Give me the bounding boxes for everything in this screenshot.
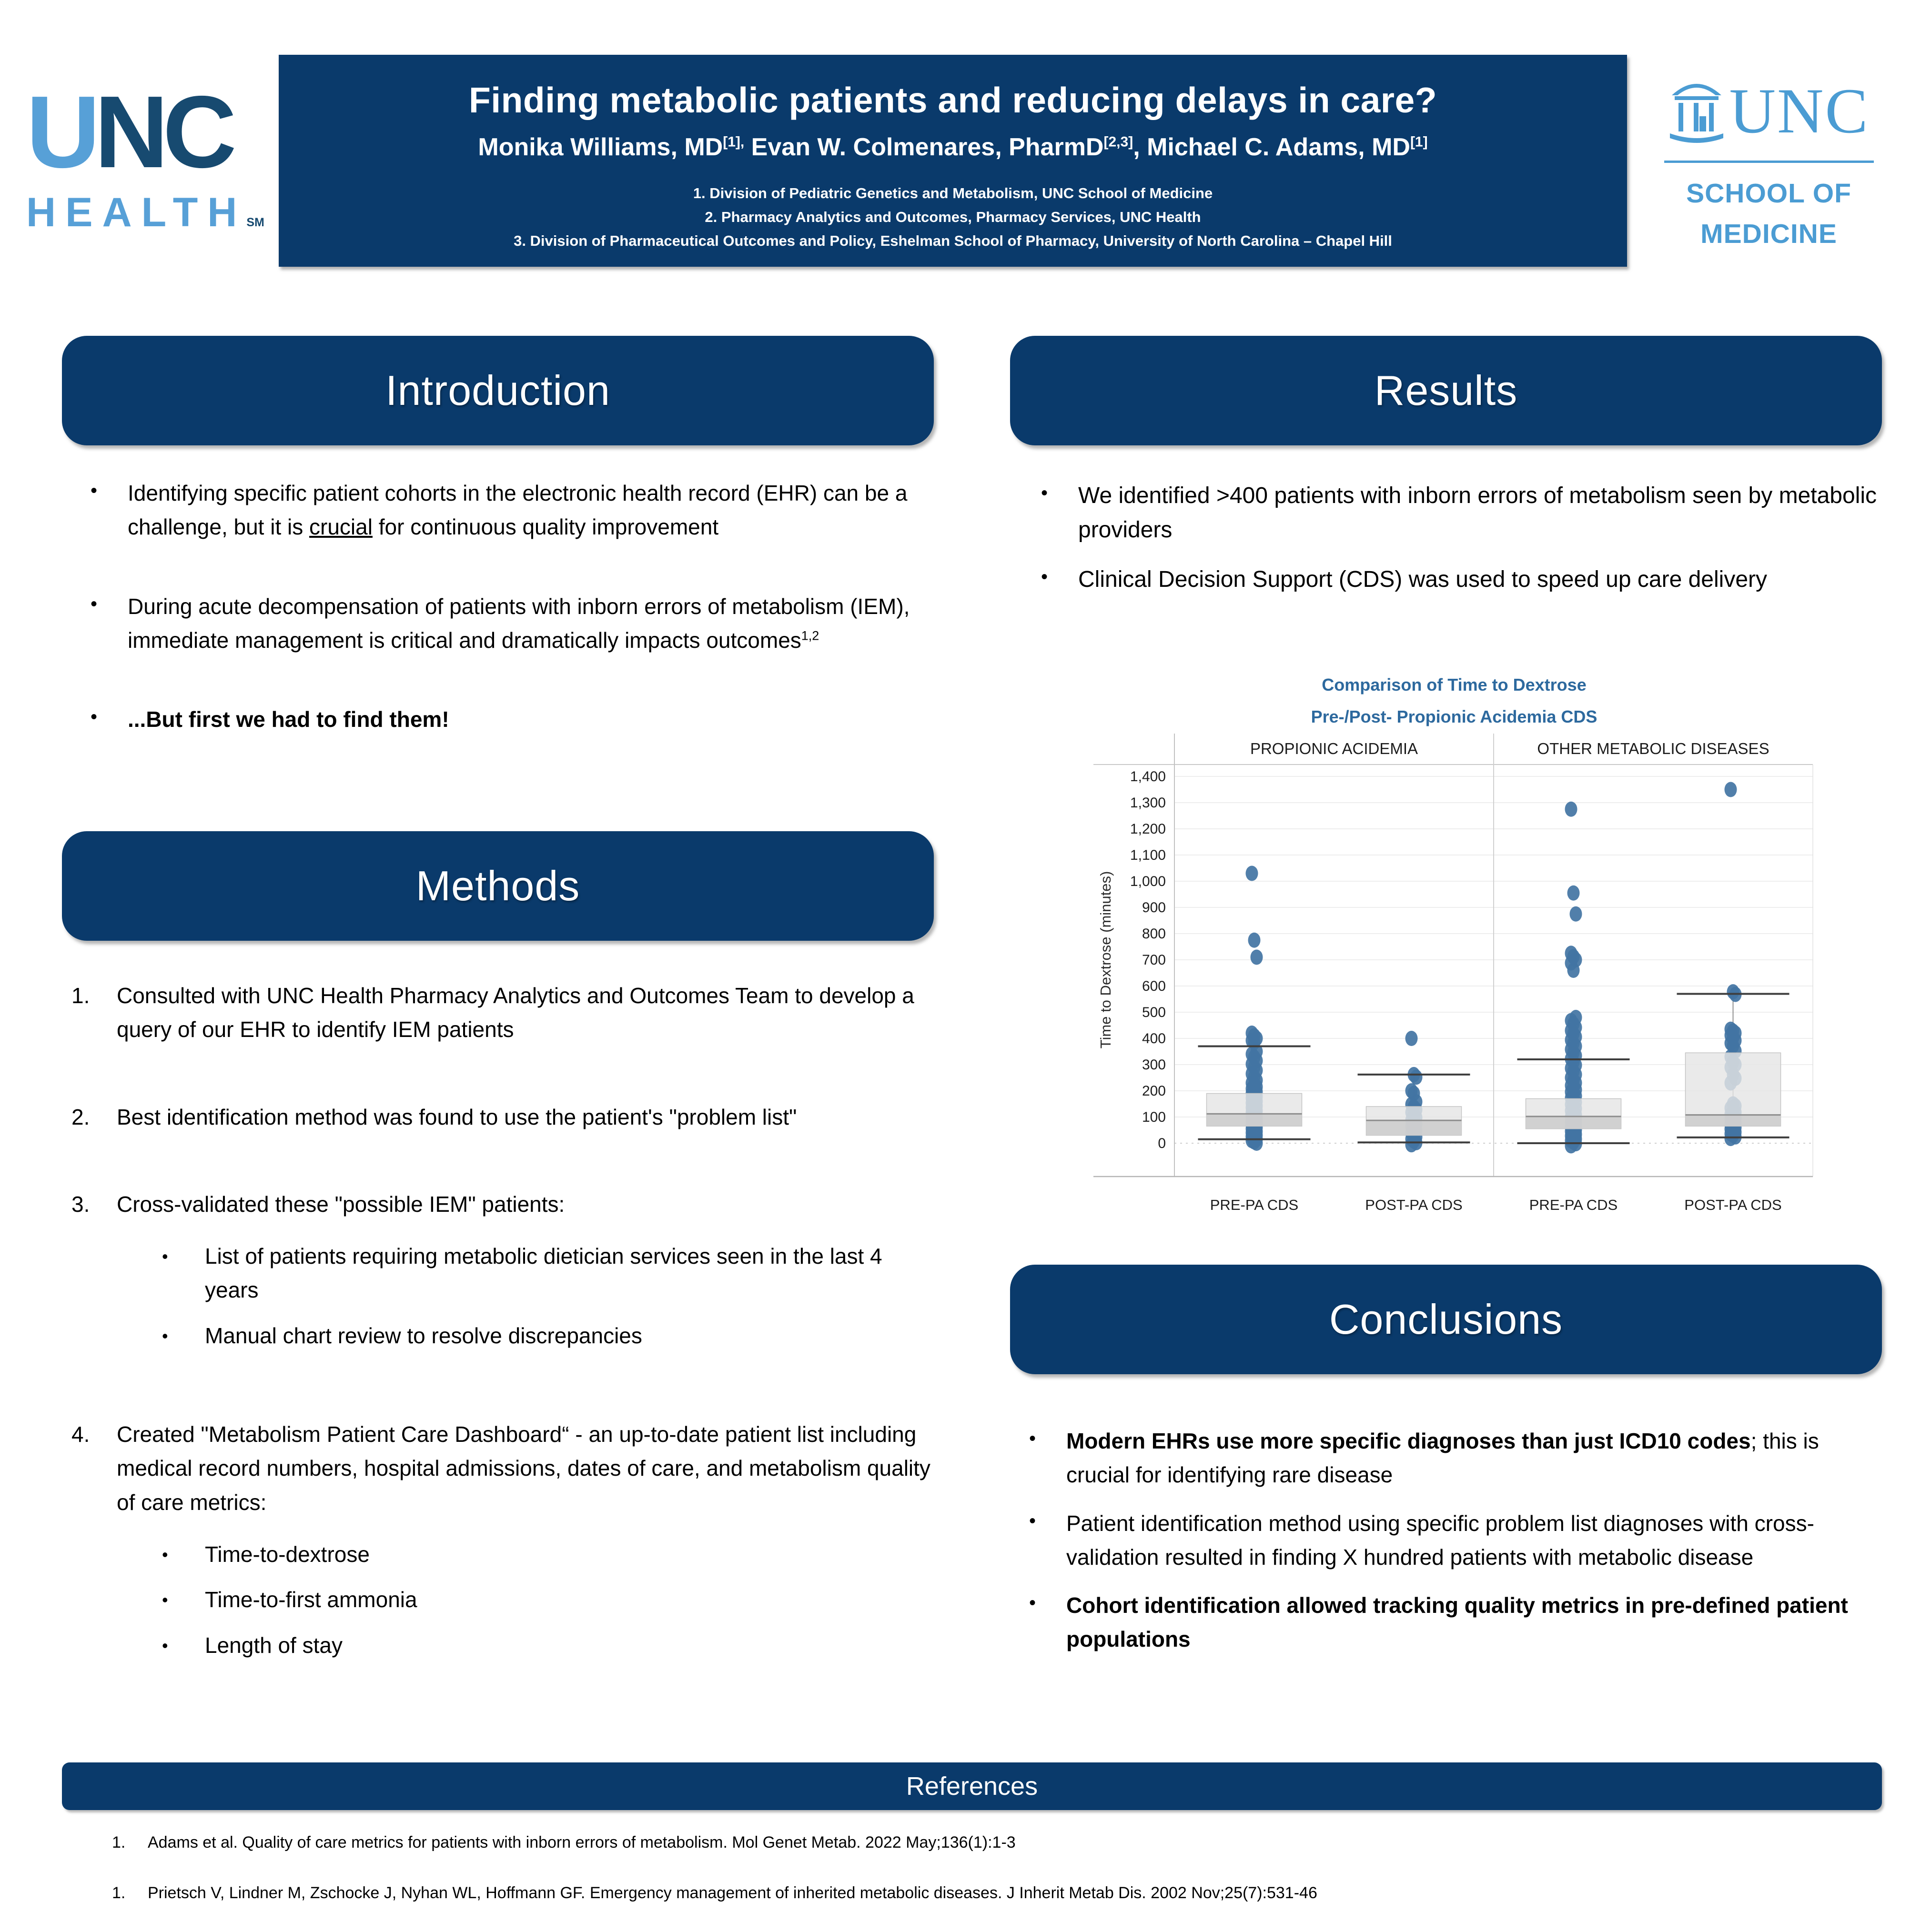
health-word: HEALTH xyxy=(26,190,247,236)
section-header-references: References xyxy=(62,1762,1882,1810)
methods-sub-item xyxy=(162,1239,934,1308)
data-point xyxy=(1725,1131,1737,1146)
som-unc-acronym: UNC xyxy=(1729,75,1870,147)
bullet-icon: • xyxy=(162,1326,168,1346)
y-tick-label: 1,200 xyxy=(1130,821,1166,837)
data-point xyxy=(1565,802,1577,817)
reference-number: 1. xyxy=(112,1883,126,1902)
bullet-text: Clinical Decision Support (CDS) was used to speed up care delivery xyxy=(1078,567,1767,592)
unc-school-of-medicine-logo xyxy=(1639,60,1899,269)
som-divider xyxy=(1664,161,1874,163)
bullet-icon: • xyxy=(1041,483,1048,503)
bullet-icon: • xyxy=(162,1247,168,1267)
logo-letter-n: N xyxy=(94,74,163,189)
methods-list xyxy=(71,979,934,1727)
methods-sub-list xyxy=(162,1538,934,1662)
methods-item xyxy=(71,1418,934,1674)
data-point xyxy=(1248,933,1261,948)
logo-letter-u: U xyxy=(26,74,95,189)
bullet-text: Patient identification method using specific problem list diagnoses with cross-validation resulted in finding X hundred patients with metabolic disease xyxy=(1066,1510,1814,1570)
reference-text: Adams et al. Quality of care metrics for patients with inborn errors of metabolism. Mol Genet Metab. 2022 May;136(1):1-3 xyxy=(148,1833,1016,1852)
references-list xyxy=(112,1831,1875,1932)
reference-text: Prietsch V, Lindner M, Zschocke J, Nyhan WL, Hoffmann GF. Emergency management of inherited metabolic diseases. J Inherit Metab Dis. 2002 Nov;25(7):531-46 xyxy=(148,1883,1317,1902)
y-tick-label: 1,400 xyxy=(1130,769,1166,785)
logo-letter-c: C xyxy=(162,74,231,189)
methods-item-body: Cross-validated these "possible IEM" patients: xyxy=(117,1191,565,1217)
section-header-methods: Methods xyxy=(62,831,934,941)
list-item xyxy=(1041,563,1884,597)
y-tick-label: 400 xyxy=(1142,1031,1166,1046)
bullet-text: Identifying specific patient cohorts in the electronic health record (EHR) can be a challenge, but it is crucial for continuous quality improvement xyxy=(128,481,908,540)
y-tick-label: 900 xyxy=(1142,900,1166,916)
conclusions-list xyxy=(1029,1424,1887,1671)
y-tick-label: 300 xyxy=(1142,1057,1166,1073)
methods-item-body: Created "Metabolism Patient Care Dashboard“ - an up-to-date patient list including medical record numbers, hospital admissions, dates of care, and metabolism quality of care metrics: xyxy=(117,1422,930,1515)
old-well-icon xyxy=(1668,74,1725,148)
bullet-icon: • xyxy=(1029,1510,1036,1531)
bullet-icon: • xyxy=(91,593,98,614)
poster-authors: Monika Williams, $MD^{[1],}$ Evan W. Colmenares, PharmD[2,3], Michael C. Adams, MD[1] xyxy=(478,133,1428,161)
y-tick-label: 500 xyxy=(1142,1005,1166,1020)
methods-item-text xyxy=(117,1187,934,1364)
reference-item xyxy=(112,1831,1875,1854)
data-point xyxy=(1570,906,1582,922)
bullet-icon: • xyxy=(1029,1428,1036,1449)
data-point xyxy=(1565,1138,1577,1154)
time-to-dextrose-chart xyxy=(1093,664,1815,1253)
y-tick-label: 600 xyxy=(1142,978,1166,994)
affiliations xyxy=(279,181,1627,253)
bullet-icon: • xyxy=(162,1635,168,1655)
chart-subtitle: Pre-/Post- Propionic Acidemia CDS xyxy=(1311,707,1597,726)
methods-item xyxy=(71,1187,934,1364)
bullet-icon: • xyxy=(91,480,98,501)
y-tick-label: 200 xyxy=(1142,1083,1166,1099)
methods-sub-item xyxy=(162,1319,934,1353)
methods-item-number: 2. xyxy=(71,1104,90,1129)
methods-item xyxy=(71,979,934,1047)
data-point xyxy=(1405,1137,1418,1152)
som-medicine: MEDICINE xyxy=(1700,219,1837,249)
data-point xyxy=(1725,782,1737,797)
bullet-text: During acute decompensation of patients with inborn errors of metabolism (IEM), immediate management is critical and dramatically impacts outcomes$^{1,2}$ xyxy=(128,594,910,653)
methods-sub-text: Time-to-first ammonia xyxy=(205,1587,417,1612)
bullet-icon: • xyxy=(162,1590,168,1610)
bullet-text: Cohort identification allowed tracking quality metrics in pre-defined patient populations xyxy=(1066,1593,1848,1652)
results-list xyxy=(1041,479,1884,612)
list-item xyxy=(91,590,934,658)
section-header-results: Results xyxy=(1010,336,1882,445)
bullet-text: ...But first we had to find them! xyxy=(128,707,449,732)
bullet-icon: • xyxy=(162,1544,168,1564)
unc-health-logo xyxy=(26,74,269,236)
list-item xyxy=(91,703,934,736)
list-item xyxy=(91,476,934,544)
title-box xyxy=(279,55,1627,267)
methods-sub-list xyxy=(162,1239,934,1353)
panel-header: OTHER METABOLIC DISEASES xyxy=(1537,740,1769,757)
bullet-text: Modern EHRs use more specific diagnoses than just ICD10 codes; this is crucial for identifying rare disease xyxy=(1066,1429,1819,1488)
data-point xyxy=(1567,963,1580,978)
methods-item-body: Consulted with UNC Health Pharmacy Analytics and Outcomes Team to develop a query of our EHR to identify IEM patients xyxy=(117,983,914,1042)
panel-header: PROPIONIC ACIDEMIA xyxy=(1250,740,1418,757)
x-group-label: PRE-PA CDS xyxy=(1210,1197,1299,1213)
time-to-dextrose-chart-svg xyxy=(1093,664,1815,1253)
methods-item-number: 3. xyxy=(71,1191,90,1217)
methods-item-text xyxy=(117,979,934,1047)
y-tick-label: 1,100 xyxy=(1130,847,1166,863)
data-point xyxy=(1246,866,1258,881)
methods-item-number: 1. xyxy=(71,983,90,1008)
methods-sub-text: Manual chart review to resolve discrepancies xyxy=(205,1323,642,1348)
x-group-label: POST-PA CDS xyxy=(1684,1197,1782,1213)
bullet-icon: • xyxy=(1041,566,1048,587)
section-header-introduction: Introduction xyxy=(62,336,934,445)
methods-sub-item xyxy=(162,1629,934,1662)
bullet-icon: • xyxy=(91,706,98,728)
unc-health-wordmark xyxy=(26,189,269,236)
methods-sub-item xyxy=(162,1538,934,1571)
methods-item-body: Best identification method was found to use the patient's "problem list" xyxy=(117,1104,797,1129)
y-tick-label: 1,300 xyxy=(1130,795,1166,811)
service-mark: SM xyxy=(246,216,264,230)
methods-sub-text: List of patients requiring metabolic dietician services seen in the last 4 years xyxy=(205,1244,882,1303)
methods-item-text xyxy=(117,1100,934,1134)
bullet-text: We identified >400 patients with inborn errors of metabolism seen by metabolic providers xyxy=(1078,483,1877,543)
y-tick-label: 0 xyxy=(1158,1136,1166,1151)
y-tick-label: 700 xyxy=(1142,952,1166,968)
data-point xyxy=(1251,950,1263,965)
x-group-label: PRE-PA CDS xyxy=(1529,1197,1618,1213)
som-logo-row xyxy=(1668,74,1869,148)
poster-title: Finding metabolic patients and reducing delays in care? xyxy=(468,80,1437,120)
list-item xyxy=(1029,1507,1887,1575)
section-header-conclusions: Conclusions xyxy=(1010,1265,1882,1374)
unc-health-logo-letters xyxy=(26,74,269,189)
reference-number: 1. xyxy=(112,1833,126,1852)
methods-item-text xyxy=(117,1418,934,1674)
data-point xyxy=(1410,1069,1423,1085)
data-point xyxy=(1251,1136,1263,1151)
methods-item xyxy=(71,1100,934,1134)
methods-item-number: 4. xyxy=(71,1422,90,1447)
methods-sub-text: Length of stay xyxy=(205,1632,343,1658)
y-axis-label: Time to Dextrose (minutes) xyxy=(1097,871,1114,1049)
reference-item xyxy=(112,1882,1875,1905)
introduction-list xyxy=(91,476,934,782)
y-tick-label: 100 xyxy=(1142,1109,1166,1125)
y-tick-label: 1,000 xyxy=(1130,874,1166,889)
som-school-of: SCHOOL OF xyxy=(1686,178,1851,209)
list-item xyxy=(1029,1424,1887,1492)
data-point xyxy=(1567,886,1580,901)
x-group-label: POST-PA CDS xyxy=(1365,1197,1463,1213)
affiliation-line: 2. Pharmacy Analytics and Outcomes, Pharmacy Services, UNC Health xyxy=(705,209,1201,226)
data-point xyxy=(1405,1031,1418,1046)
y-tick-label: 800 xyxy=(1142,926,1166,942)
chart-title: Comparison of Time to Dextrose xyxy=(1322,675,1587,694)
affiliation-line: 3. Division of Pharmaceutical Outcomes and Policy, Eshelman School of Pharmacy, University of North Carolina – Chapel Hill xyxy=(514,232,1392,250)
methods-sub-text: Time-to-dextrose xyxy=(205,1541,370,1567)
affiliation-line: 1. Division of Pediatric Genetics and Metabolism, UNC School of Medicine xyxy=(693,185,1213,201)
list-item xyxy=(1041,479,1884,547)
methods-sub-item xyxy=(162,1583,934,1617)
list-item xyxy=(1029,1589,1887,1657)
bullet-icon: • xyxy=(1029,1592,1036,1614)
